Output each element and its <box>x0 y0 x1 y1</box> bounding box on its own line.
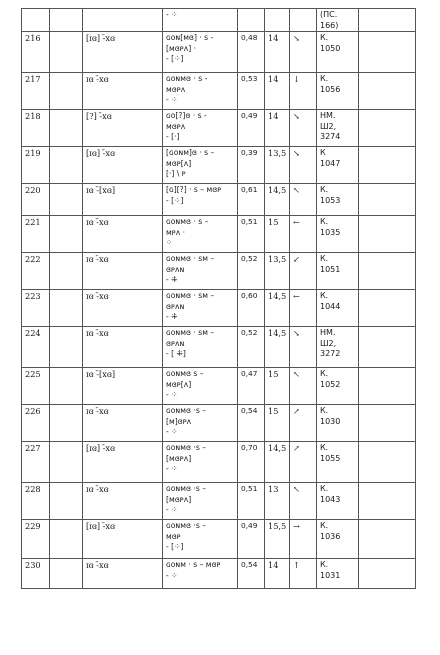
inscription-cell-line: - ⁘ <box>166 505 178 515</box>
value-cell: 0,51 <box>238 216 265 253</box>
inscription-cell-line: ɢᴏɴᴍɞ · sᴍ – <box>166 291 215 301</box>
size-cell: 13 <box>265 483 290 520</box>
inscription-cell-line: ᴍɞᴘʌ <box>166 84 186 94</box>
inscription-cell-line: [ᴍ]ɞᴘʌ <box>166 416 192 426</box>
reference-cell-line: К. <box>320 560 329 570</box>
inscription-cell <box>163 110 238 147</box>
inscription-cell-line: - ⁘ <box>166 10 178 19</box>
reference-cell-line: 1036 <box>320 531 341 541</box>
inscription-cell <box>163 405 238 442</box>
row-number-cell: 217 <box>22 73 50 110</box>
blank-cell <box>50 290 83 327</box>
row-number-cell: 226 <box>22 405 50 442</box>
value-cell: 0,54 <box>238 559 265 589</box>
row-number-cell: 222 <box>22 253 50 290</box>
size-cell: 14,5 <box>265 442 290 483</box>
size-cell: 14 <box>265 110 290 147</box>
form-cell: ɪɞ -̄xɞ <box>83 327 163 368</box>
form-cell: ɪɞ -̄xɞ <box>83 290 163 327</box>
form-cell: [ɪɞ] -̄xɞ <box>83 32 163 73</box>
blank-cell <box>50 442 83 483</box>
inscription-cell-line: - ⁘ <box>166 427 178 437</box>
catalogue-table <box>21 8 416 589</box>
notes-cell <box>359 290 416 327</box>
inscription-cell-line: ɢᴏɴᴍɞ · sᴍ – <box>166 254 215 264</box>
row-number-cell <box>22 9 50 32</box>
notes-cell <box>359 184 416 216</box>
inscription-cell-line: ɢᴏɴᴍ · s – ᴍɞᴘ <box>166 560 221 570</box>
direction-arrow-cell: ↖ <box>290 184 317 216</box>
inscription-cell <box>163 147 238 184</box>
reference-cell-line: К. <box>320 291 329 301</box>
notes-cell <box>359 368 416 405</box>
form-cell: [?] -̄xɞ <box>83 110 163 147</box>
size-cell: 15 <box>265 216 290 253</box>
form-cell: ɪɞ -̄xɞ <box>83 216 163 253</box>
form-cell: ɪɞ -̄xɞ <box>83 73 163 110</box>
table-row <box>22 110 416 147</box>
notes-cell <box>359 559 416 589</box>
table-row <box>22 73 416 110</box>
inscription-cell-line: ɞᴘʌɴ <box>166 338 185 348</box>
reference-cell-line: 1031 <box>320 570 341 580</box>
direction-arrow-cell: ↖ <box>290 483 317 520</box>
row-number-cell: 229 <box>22 520 50 559</box>
notes-cell <box>359 327 416 368</box>
inscription-cell-line: ᴍᴘʌ · <box>166 227 186 237</box>
inscription-cell-line: ɢᴏɴᴍɞ · sᴍ – <box>166 328 215 338</box>
row-number-cell: 228 <box>22 483 50 520</box>
inscription-cell-line: ɢᴏɴᴍɞ · s - <box>166 74 208 84</box>
notes-cell <box>359 442 416 483</box>
inscription-cell-line: ᴍɞᴘʌ <box>166 121 186 131</box>
reference-cell-line: (ПС. <box>320 10 338 19</box>
reference-cell-line: К <box>320 148 326 158</box>
reference-cell <box>317 216 359 253</box>
table-row <box>22 520 416 559</box>
inscription-cell-line: ɢᴏɴᴍɞ ꜱ – <box>166 369 204 379</box>
size-cell: 15 <box>265 368 290 405</box>
blank-cell <box>50 483 83 520</box>
size-cell: 14 <box>265 559 290 589</box>
reference-cell-line: 1043 <box>320 494 341 504</box>
blank-cell <box>50 216 83 253</box>
row-number-cell: 219 <box>22 147 50 184</box>
blank-cell <box>50 73 83 110</box>
inscription-cell-line: [ɢ][?] · s – ᴍɞᴘ <box>166 185 222 195</box>
blank-cell <box>50 253 83 290</box>
reference-cell <box>317 73 359 110</box>
size-cell: 15 <box>265 405 290 442</box>
form-cell: ɪɞ -̄xɞ <box>83 559 163 589</box>
inscription-cell-line: - [·] <box>166 132 180 142</box>
reference-cell <box>317 32 359 73</box>
table-row <box>22 368 416 405</box>
form-cell: ɪɞ -̄xɞ <box>83 405 163 442</box>
direction-arrow-cell: ↘ <box>290 327 317 368</box>
blank-cell <box>50 368 83 405</box>
inscription-cell-line: - [⁘] <box>166 542 184 552</box>
value-cell: 0,60 <box>238 290 265 327</box>
direction-arrow-cell: ↗ <box>290 405 317 442</box>
inscription-cell-line: - ⁜ <box>166 312 178 322</box>
inscription-cell <box>163 559 238 589</box>
table-row <box>22 405 416 442</box>
reference-cell-line: 1055 <box>320 453 341 463</box>
reference-cell-line: Ш2, <box>320 121 337 131</box>
form-cell <box>83 9 163 32</box>
row-number-cell: 216 <box>22 32 50 73</box>
form-cell: ɪɞ -̄[xɞ] <box>83 184 163 216</box>
reference-cell <box>317 290 359 327</box>
inscription-cell-line: - [⁘] <box>166 54 184 64</box>
size-cell: 14,5 <box>265 290 290 327</box>
value-cell: 0,54 <box>238 405 265 442</box>
value-cell: 0,47 <box>238 368 265 405</box>
reference-cell-line: 1035 <box>320 227 341 237</box>
inscription-cell-line: ɞᴘʌɴ <box>166 301 185 311</box>
inscription-cell-line: ᴍɞᴘ <box>166 531 181 541</box>
row-number-cell: 225 <box>22 368 50 405</box>
value-cell <box>238 9 265 32</box>
value-cell: 0,53 <box>238 73 265 110</box>
value-cell: 0,52 <box>238 327 265 368</box>
inscription-cell-line: [ɢᴏɴᴍ]ɞ · s – <box>166 148 215 158</box>
table-body <box>22 9 416 589</box>
direction-arrow-cell: ↑ <box>290 559 317 589</box>
notes-cell <box>359 73 416 110</box>
size-cell: 14,5 <box>265 327 290 368</box>
direction-arrow-cell: → <box>290 520 317 559</box>
inscription-cell <box>163 73 238 110</box>
inscription-cell-line: [ᴍɞᴘʌ] <box>166 453 192 463</box>
value-cell: 0,48 <box>238 32 265 73</box>
blank-cell <box>50 110 83 147</box>
value-cell: 0,49 <box>238 520 265 559</box>
inscription-cell-line: [ᴍɞᴘʌ] · <box>166 43 197 53</box>
reference-cell-line: Ш2, <box>320 338 337 348</box>
size-cell: 14 <box>265 32 290 73</box>
inscription-cell-line: - [ ⁜] <box>166 349 186 359</box>
notes-cell <box>359 32 416 73</box>
inscription-cell-line: - ⁜ <box>166 275 178 285</box>
table-row <box>22 483 416 520</box>
inscription-cell-line: ɢᴏɴᴍɞ ·ꜱ – <box>166 406 207 416</box>
notes-cell <box>359 405 416 442</box>
inscription-cell-line: - ⁘ <box>166 570 178 580</box>
notes-cell <box>359 110 416 147</box>
reference-cell <box>317 559 359 589</box>
row-number-cell: 221 <box>22 216 50 253</box>
form-cell: ɪɞ -̄[xɞ] <box>83 368 163 405</box>
value-cell: 0,70 <box>238 442 265 483</box>
notes-cell <box>359 147 416 184</box>
row-number-cell: 220 <box>22 184 50 216</box>
form-cell: ɪɞ -̄xɞ <box>83 483 163 520</box>
inscription-cell <box>163 442 238 483</box>
inscription-cell-line: ɢᴏɴᴍɞ ·ꜱ – <box>166 484 207 494</box>
value-cell: 0,52 <box>238 253 265 290</box>
inscription-cell <box>163 184 238 216</box>
inscription-cell-line: ɢᴏɴ[ᴍɞ] · s - <box>166 33 214 43</box>
inscription-cell-line: ɢᴏɴᴍɞ · s – <box>166 217 209 227</box>
form-cell: ɪɞ -̄xɞ <box>83 253 163 290</box>
row-number-cell: 224 <box>22 327 50 368</box>
value-cell: 0,49 <box>238 110 265 147</box>
inscription-cell-line: [ᴍɞᴘʌ] <box>166 494 192 504</box>
direction-arrow-cell: ↘ <box>290 147 317 184</box>
notes-cell <box>359 9 416 32</box>
reference-cell-line: 1052 <box>320 379 341 389</box>
direction-arrow-cell: ↗ <box>290 442 317 483</box>
inscription-cell <box>163 32 238 73</box>
blank-cell <box>50 184 83 216</box>
reference-cell-line: НМ. <box>320 111 336 121</box>
row-number-cell: 227 <box>22 442 50 483</box>
blank-cell <box>50 520 83 559</box>
reference-cell <box>317 405 359 442</box>
reference-cell <box>317 368 359 405</box>
inscription-cell-line: ɢᴏ[?]ɞ · s - <box>166 111 207 121</box>
blank-cell <box>50 32 83 73</box>
table-row <box>22 559 416 589</box>
inscription-cell-line: ɢᴏɴᴍɞ ·ꜱ – <box>166 443 207 453</box>
inscription-cell <box>163 216 238 253</box>
inscription-cell-line: [·] \ ᴘ <box>166 169 186 179</box>
reference-cell-line: 1056 <box>320 84 341 94</box>
reference-cell-line: К. <box>320 217 329 227</box>
inscription-cell <box>163 327 238 368</box>
inscription-cell-line: ⁘ <box>166 238 173 248</box>
blank-cell <box>50 327 83 368</box>
inscription-cell-line: ɢᴏɴᴍɞ ·ꜱ – <box>166 521 207 531</box>
table-row <box>22 184 416 216</box>
table-row <box>22 216 416 253</box>
reference-cell <box>317 327 359 368</box>
reference-cell-line: К. <box>320 369 329 379</box>
inscription-cell-line: - ⁘ <box>166 464 178 474</box>
size-cell <box>265 9 290 32</box>
reference-cell-line: К. <box>320 185 329 195</box>
notes-cell <box>359 483 416 520</box>
reference-cell-line: 1044 <box>320 301 341 311</box>
notes-cell <box>359 253 416 290</box>
notes-cell <box>359 216 416 253</box>
reference-cell-line: К. <box>320 406 329 416</box>
direction-arrow-cell: ↓ <box>290 73 317 110</box>
reference-cell-line: 166) <box>320 20 339 30</box>
reference-cell <box>317 184 359 216</box>
inscription-cell <box>163 253 238 290</box>
size-cell: 13,5 <box>265 147 290 184</box>
reference-cell-line: 1030 <box>320 416 341 426</box>
inscription-cell <box>163 290 238 327</box>
reference-cell-line: К. <box>320 254 329 264</box>
reference-cell <box>317 520 359 559</box>
direction-arrow-cell: ↘ <box>290 110 317 147</box>
direction-arrow-cell: ← <box>290 290 317 327</box>
blank-cell <box>50 9 83 32</box>
size-cell: 13,5 <box>265 253 290 290</box>
reference-cell-line: К. <box>320 33 329 43</box>
direction-arrow-cell: ↙ <box>290 253 317 290</box>
reference-cell-line: НМ. <box>320 328 336 338</box>
table-row <box>22 32 416 73</box>
inscription-cell-line: - ⁘ <box>166 95 178 105</box>
inscription-cell-line: - [⁘] <box>166 195 184 205</box>
row-number-cell: 218 <box>22 110 50 147</box>
reference-cell <box>317 253 359 290</box>
reference-cell-line: К. <box>320 443 329 453</box>
table-row <box>22 253 416 290</box>
reference-cell-line: К. <box>320 521 329 531</box>
reference-cell <box>317 442 359 483</box>
size-cell: 14,5 <box>265 184 290 216</box>
reference-cell-line: К. <box>320 74 329 84</box>
inscription-cell <box>163 9 238 32</box>
blank-cell <box>50 405 83 442</box>
inscription-cell-line: - ⁘ <box>166 390 178 400</box>
value-cell: 0,39 <box>238 147 265 184</box>
direction-arrow-cell: ↖ <box>290 368 317 405</box>
reference-cell-line: 3274 <box>320 132 341 142</box>
inscription-cell <box>163 483 238 520</box>
reference-cell-line: 1047 <box>320 158 341 168</box>
direction-arrow-cell <box>290 9 317 32</box>
reference-cell-line: 3272 <box>320 349 341 359</box>
inscription-cell <box>163 520 238 559</box>
reference-cell <box>317 9 359 32</box>
form-cell: [ɪɞ] -̄xɞ <box>83 520 163 559</box>
value-cell: 0,61 <box>238 184 265 216</box>
table-row <box>22 327 416 368</box>
size-cell: 14 <box>265 73 290 110</box>
inscription-cell-line: ɞᴘʌɴ <box>166 264 185 274</box>
inscription-cell <box>163 368 238 405</box>
row-number-cell: 223 <box>22 290 50 327</box>
inscription-cell-line: ᴍɞᴘ[ʌ] <box>166 158 192 168</box>
reference-cell-line: 1050 <box>320 43 341 53</box>
reference-cell-line: К. <box>320 484 329 494</box>
notes-cell <box>359 520 416 559</box>
reference-cell <box>317 147 359 184</box>
value-cell: 0,51 <box>238 483 265 520</box>
blank-cell <box>50 147 83 184</box>
reference-cell-line: 1053 <box>320 195 341 205</box>
form-cell: [ɪɞ] -̄xɞ <box>83 147 163 184</box>
direction-arrow-cell: ↘ <box>290 32 317 73</box>
table-row <box>22 442 416 483</box>
inscription-cell-line: ᴍɞᴘ[ʌ] <box>166 379 192 389</box>
table-row <box>22 290 416 327</box>
reference-cell-line: 1051 <box>320 264 341 274</box>
form-cell: [ɪɞ] -̄xɞ <box>83 442 163 483</box>
blank-cell <box>50 559 83 589</box>
direction-arrow-cell: ← <box>290 216 317 253</box>
row-number-cell: 230 <box>22 559 50 589</box>
size-cell: 15,5 <box>265 520 290 559</box>
table-row <box>22 147 416 184</box>
table-row <box>22 9 416 32</box>
reference-cell <box>317 110 359 147</box>
reference-cell <box>317 483 359 520</box>
